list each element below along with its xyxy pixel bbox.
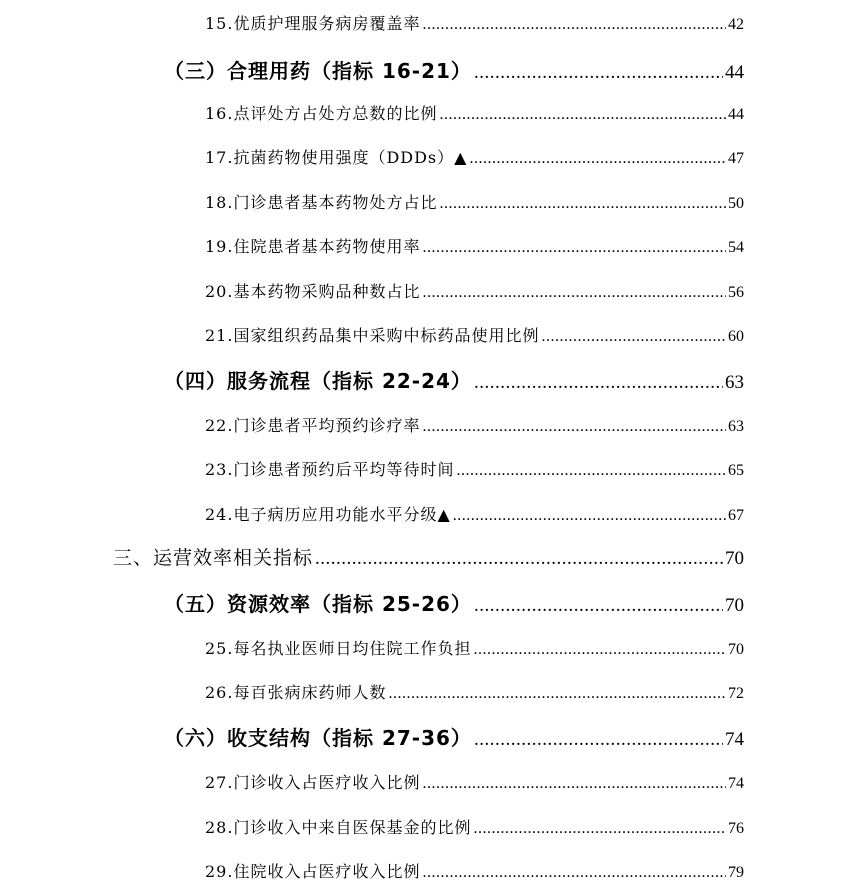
toc-entry-title: （六）收支结构（指标 27-36）	[164, 726, 472, 750]
toc-entry[interactable]	[205, 502, 744, 526]
toc-entry[interactable]	[205, 680, 744, 704]
toc-section-entry[interactable]	[164, 55, 744, 83]
dot-leader	[422, 775, 726, 793]
toc-entry-title: 26.每百张病床药师人数	[205, 683, 387, 702]
toc-entry-title: 17.抗菌药物使用强度（DDDs）▲	[205, 148, 468, 167]
toc-page-number: 44	[725, 62, 744, 83]
toc-page-number: 50	[728, 195, 744, 212]
toc-entry-title: 19.住院患者基本药物使用率	[205, 237, 421, 256]
dot-leader	[456, 462, 726, 480]
toc-entry-title: （四）服务流程（指标 22-24）	[164, 369, 472, 393]
dot-leader	[422, 284, 726, 302]
toc-entry-title: 27.门诊收入占医疗收入比例	[205, 773, 421, 792]
toc-entry[interactable]	[205, 234, 744, 258]
toc-page-number: 54	[728, 239, 744, 256]
toc-page-number: 65	[728, 462, 744, 479]
toc-page-number: 74	[725, 729, 744, 750]
toc-entry-title: 22.门诊患者平均预约诊疗率	[205, 416, 421, 435]
toc-page-number: 42	[728, 16, 744, 33]
dot-leader	[473, 641, 726, 659]
toc-entry[interactable]	[205, 11, 744, 35]
dot-leader	[422, 418, 726, 436]
toc-entry[interactable]	[205, 323, 744, 347]
toc-entry-title: 20.基本药物采购品种数占比	[205, 282, 421, 301]
toc-entry[interactable]	[205, 636, 744, 660]
toc-page-number: 44	[728, 106, 744, 123]
toc-page-number: 70	[725, 548, 744, 569]
toc-entry[interactable]	[205, 145, 744, 169]
toc-section-entry[interactable]	[164, 365, 744, 393]
toc-section-entry[interactable]	[164, 722, 744, 750]
toc-entry[interactable]	[205, 101, 744, 125]
toc-page-number: 76	[728, 820, 744, 837]
toc-chapter-entry[interactable]	[113, 543, 744, 571]
dot-leader	[473, 820, 726, 838]
toc-page-number: 67	[728, 507, 744, 524]
toc-entry[interactable]	[205, 859, 744, 883]
toc-page-number: 70	[728, 641, 744, 658]
toc-entry[interactable]	[205, 190, 744, 214]
toc-entry-title: 24.电子病历应用功能水平分级▲	[205, 505, 451, 524]
toc-entry-title: 18.门诊患者基本药物处方占比	[205, 193, 438, 212]
toc-page-number: 47	[728, 150, 744, 167]
toc-page-number: 63	[728, 418, 744, 435]
toc-entry[interactable]	[205, 457, 744, 481]
toc-entry[interactable]	[205, 770, 744, 794]
toc-page-number: 79	[728, 864, 744, 881]
toc-entry[interactable]	[205, 279, 744, 303]
toc-entry-title: 三、运营效率相关指标	[113, 547, 314, 569]
dot-leader	[439, 106, 726, 124]
toc-page-number: 60	[728, 328, 744, 345]
toc-page-number: 70	[725, 595, 744, 616]
dot-leader	[474, 729, 723, 751]
toc-entry[interactable]	[205, 413, 744, 437]
toc-entry[interactable]	[205, 815, 744, 839]
toc-entry-title: （三）合理用药（指标 16-21）	[164, 59, 472, 83]
dot-leader	[474, 372, 723, 394]
toc-page-number: 74	[728, 775, 744, 792]
dot-leader	[422, 864, 726, 882]
toc-page-number: 72	[728, 685, 744, 702]
dot-leader	[422, 239, 726, 257]
toc-section-entry[interactable]	[164, 588, 744, 616]
dot-leader	[474, 595, 723, 617]
toc-entry-title: 15.优质护理服务病房覆盖率	[205, 14, 421, 33]
toc-entry-title: 28.门诊收入中来自医保基金的比例	[205, 818, 472, 837]
dot-leader	[315, 548, 723, 570]
dot-leader	[388, 685, 726, 703]
dot-leader	[469, 150, 726, 168]
dot-leader	[422, 16, 726, 34]
toc-entry-title: 25.每名执业医师日均住院工作负担	[205, 639, 472, 658]
toc-entry-title: 21.国家组织药品集中采购中标药品使用比例	[205, 326, 540, 345]
toc-entry-title: 23.门诊患者预约后平均等待时间	[205, 460, 455, 479]
toc-entry-title: （五）资源效率（指标 25-26）	[164, 592, 472, 616]
toc-entry-title: 29.住院收入占医疗收入比例	[205, 862, 421, 881]
toc-page-number: 63	[725, 372, 744, 393]
dot-leader	[439, 195, 726, 213]
dot-leader	[453, 507, 726, 525]
toc-entry-title: 16.点评处方占处方总数的比例	[205, 104, 438, 123]
dot-leader	[541, 328, 726, 346]
toc-page-number: 56	[728, 284, 744, 301]
dot-leader	[474, 62, 723, 84]
